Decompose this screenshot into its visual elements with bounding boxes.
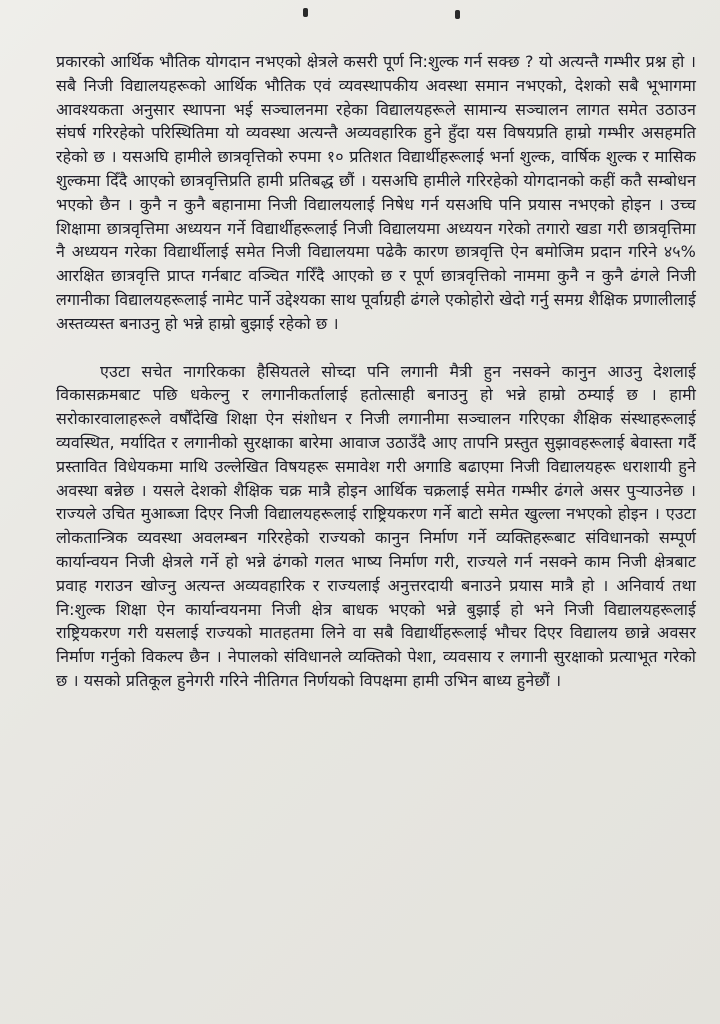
paragraph-2: एउटा सचेत नागरिकका हैसियतले सोच्दा पनि लगानी मैत्री हुन नसक्ने कानुन आउनु देशलाई विकासक्रमबाट पछि धकेल्नु र लगानीकर्तालाई हतोत्साही बनाउनु हो भन्ने हाम्रो ठम्याई छ । हामी सरोकारवालाहरूले वर्षौंदेखि शिक्षा ऐन संशोधन र निजी लगानीमा सञ्चालन गरिएका शैक्षिक संस्थाहरूलाई व्यवस्थित, मर्यादित र लगानीको सुरक्षाका बारेमा आवाज उठाउँदै आए तापनि प्रस्तुत सुझावहरूलाई बेवास्ता गर्दै प्रस्तावित विधेयकमा माथि उल्लेखित विषयहरू समावेश गरी अगाडि बढाएमा निजी विद्यालयहरू धराशायी हुने अवस्था बन्नेछ । यसले देशको शैक्षिक चक्र मात्रै होइन आर्थिक चक्रलाई समेत गम्भीर ढंगले असर पुऱ्याउनेछ । राज्यले उचित मुआब्जा दिएर निजी विद्यालयहरूलाई राष्ट्रियकरण गर्ने बाटो समेत खुल्ला नभएको होइन । एउटा लोकतान्त्रिक व्यवस्था अवलम्बन गरिरहेको राज्यको कानुन निर्माण गर्ने व्यक्तिहरूबाट संविधानको सम्पूर्ण कार्यान्वयन निजी क्षेत्रले गर्ने हो भन्ने ढंगको गलत भाष्य निर्माण गरी, राज्यले गर्न नसक्ने काम निजी क्षेत्रबाट प्रवाह गराउन खोज्नु अत्यन्त अव्यवहारिक र राज्यलाई अनुत्तरदायी बनाउने प्रयास मात्रै हो । अनिवार्य तथा नि:शुल्क शिक्षा ऐन कार्यान्वयनमा निजी क्षेत्र बाधक भएको भन्ने बुझाई हो भने निजी विद्यालयहरूलाई राष्ट्रियकरण गरी यसलाई राज्यको मातहतमा लिने वा सबै विद्यार्थीहरूलाई भौचर दिएर विद्यालय छान्ने अवसर निर्माण गर्नुको विकल्प छैन । नेपालको संविधानले व्यक्तिको पेशा, व्यवसाय र लगानी सुरक्षाको प्रत्याभूत गरेको छ । यसको प्रतिकूल हुनेगरी गरिने नीतिगत निर्णयको विपक्षमा हामी उभिन बाध्य हुनेछौं । bbox=[56, 361, 696, 690]
ink-speck-mark bbox=[455, 10, 460, 19]
paragraph-1: प्रकारको आर्थिक भौतिक योगदान नभएको क्षेत्रले कसरी पूर्ण नि:शुल्क गर्न सक्छ ? यो अत्यन्तै गम्भीर प्रश्न हो । सबै निजी विद्यालयहरूको आर्थिक भौतिक एवं व्यवस्थापकीय अवस्था समान नभएको, देशको सबै भूभागमा आवश्यकता अनुसार स्थापना भई सञ्चालनमा रहेका विद्यालयहरूले सामान्य सञ्चालन लागत समेत उठाउन संघर्ष गरिरहेको परिस्थितिमा यो व्यवस्था अत्यन्तै अव्यवहारिक हुने हुँदा यस विषयप्रति हाम्रो गम्भीर असहमति रहेको छ । यसअघि हामीले छात्रवृत्तिको रुपमा १० प्रतिशत विद्यार्थीहरूलाई भर्ना शुल्क, वार्षिक शुल्क र मासिक शुल्कमा दिँदै आएको छात्रवृत्तिप्रति हामी प्रतिबद्ध छौं । यसअघि हामीले गरिरहेको योगदानको कहीं कतै सम्बोधन भएको छैन । कुनै न कुनै बहानामा निजी विद्यालयलाई निषेध गर्न यसअघि पनि प्रयास नभएको होइन । उच्च शिक्षामा छात्रवृत्तिमा अध्ययन गर्ने विद्यार्थीहरूलाई निजी विद्यालयमा अध्ययन गरेको तगारो खडा गरी छात्रवृत्तिमा नै अध्ययन गरेका विद्यार्थीलाई समेत निजी विद्यालयमा पढेकै कारण छात्रवृत्ति ऐन बमोजिम प्रदान गरिने ४५% आरक्षित छात्रवृत्ति प्राप्त गर्नबाट वञ्चित गरिँदै आएको छ र पूर्ण छात्रवृत्तिको नाममा कुनै न कुनै ढंगले निजी लगानीका विद्यालयहरूलाई नामेट पार्ने उद्देश्यका साथ पूर्वाग्रही ढंगले एकोहोरो खेदो गर्नु समग्र शैक्षिक प्रणालीलाई अस्तव्यस्त बनाउनु हो भन्ने हाम्रो बुझाई रहेको छ । bbox=[56, 52, 696, 333]
ink-speck-mark bbox=[303, 8, 308, 17]
document-body bbox=[56, 50, 696, 693]
